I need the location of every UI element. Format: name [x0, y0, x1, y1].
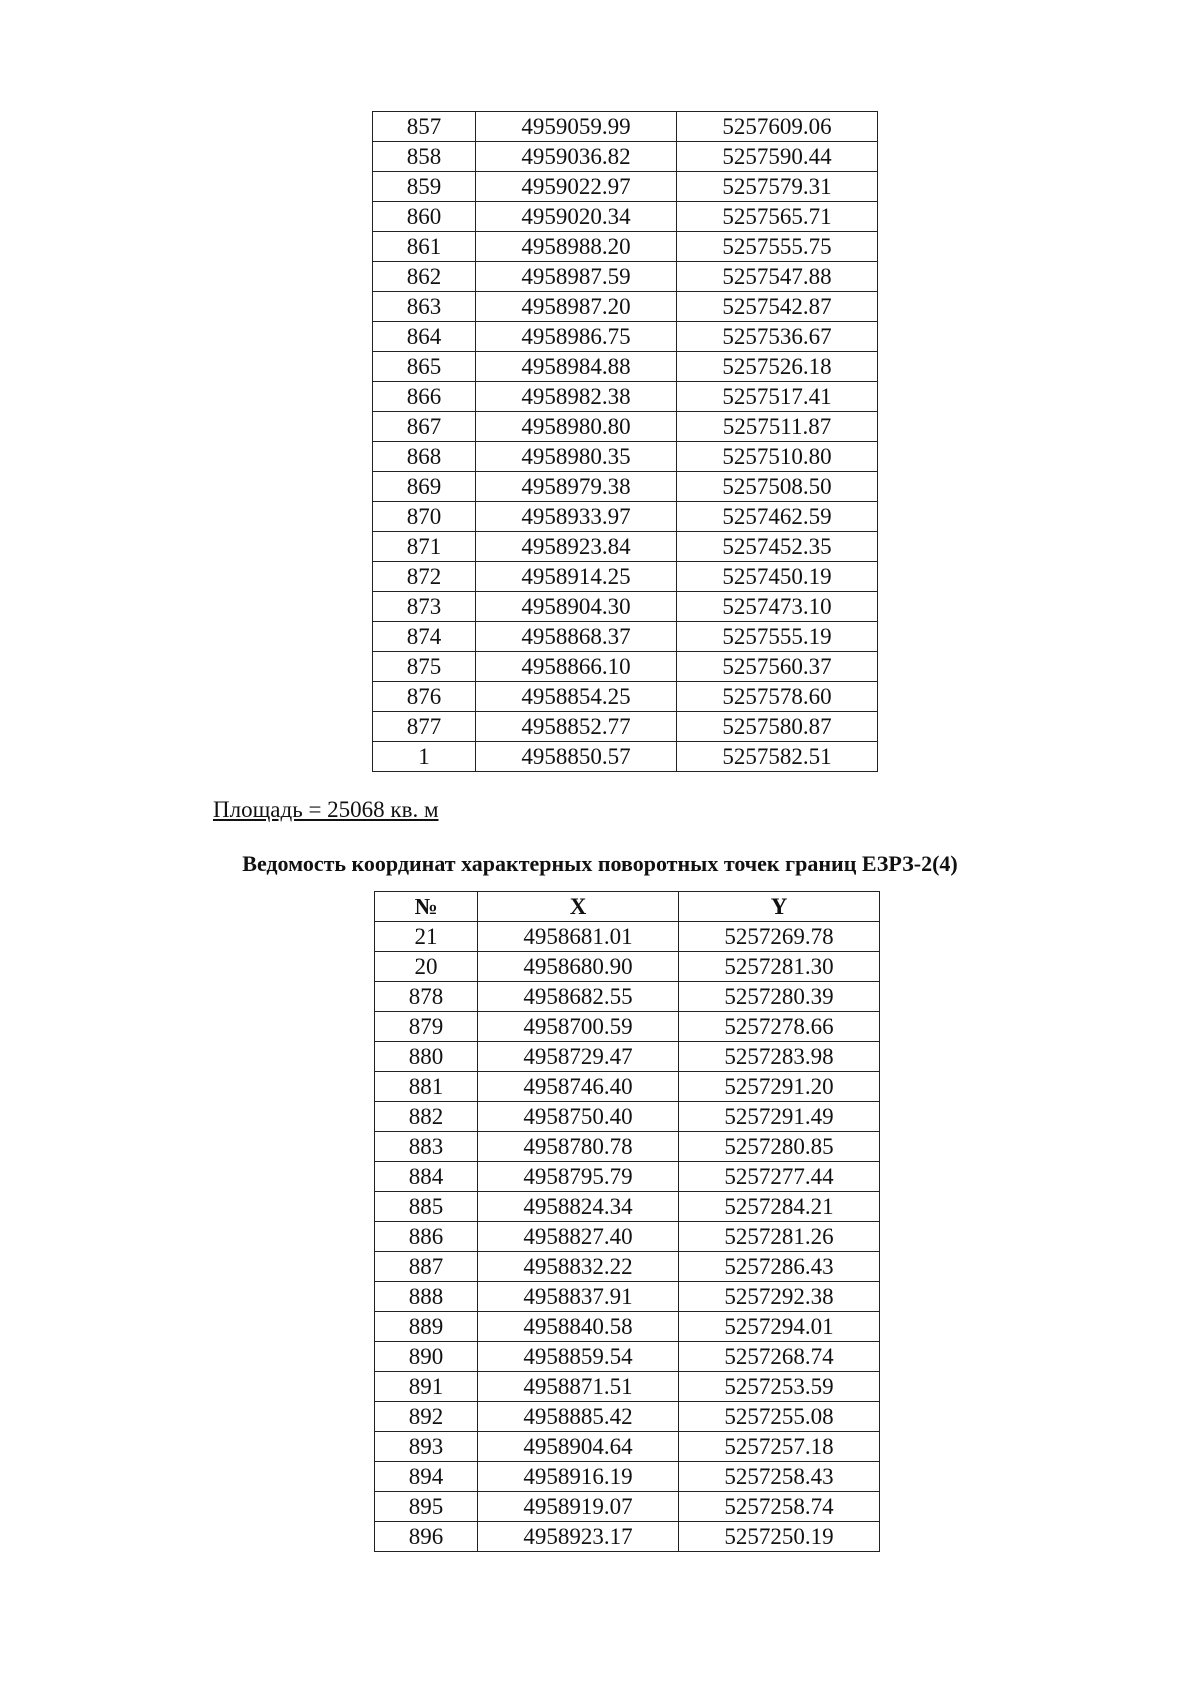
- x-coordinate-cell: 4958729.47: [478, 1042, 679, 1072]
- x-coordinate-cell: 4958866.10: [476, 652, 677, 682]
- x-coordinate-cell: 4959036.82: [476, 142, 677, 172]
- column-header-y: Y: [679, 892, 880, 922]
- table-row: [375, 1342, 880, 1372]
- y-coordinate-cell: 5257565.71: [677, 202, 878, 232]
- table-row: [375, 1312, 880, 1342]
- table-row: [375, 922, 880, 952]
- table-row: [375, 1462, 880, 1492]
- y-coordinate-cell: 5257555.19: [677, 622, 878, 652]
- y-coordinate-cell: 5257473.10: [677, 592, 878, 622]
- y-coordinate-cell: 5257258.43: [679, 1462, 880, 1492]
- y-coordinate-cell: 5257269.78: [679, 922, 880, 952]
- y-coordinate-cell: 5257281.26: [679, 1222, 880, 1252]
- y-coordinate-cell: 5257462.59: [677, 502, 878, 532]
- table-row: [373, 322, 878, 352]
- x-coordinate-cell: 4958980.35: [476, 442, 677, 472]
- x-coordinate-cell: 4958680.90: [478, 952, 679, 982]
- table-row: [375, 1492, 880, 1522]
- table-row: [373, 262, 878, 292]
- y-coordinate-cell: 5257268.74: [679, 1342, 880, 1372]
- x-coordinate-cell: 4958933.97: [476, 502, 677, 532]
- y-coordinate-cell: 5257278.66: [679, 1012, 880, 1042]
- x-coordinate-cell: 4958904.30: [476, 592, 677, 622]
- x-coordinate-cell: 4958780.78: [478, 1132, 679, 1162]
- table-row: [373, 442, 878, 472]
- table-row: [373, 712, 878, 742]
- y-coordinate-cell: 5257283.98: [679, 1042, 880, 1072]
- point-number-cell: 865: [373, 352, 476, 382]
- table-row: [373, 472, 878, 502]
- x-coordinate-cell: 4958832.22: [478, 1252, 679, 1282]
- point-number-cell: 859: [373, 172, 476, 202]
- x-coordinate-cell: 4958980.80: [476, 412, 677, 442]
- point-number-cell: 886: [375, 1222, 478, 1252]
- y-coordinate-cell: 5257547.88: [677, 262, 878, 292]
- y-coordinate-cell: 5257536.67: [677, 322, 878, 352]
- table-row: [373, 382, 878, 412]
- x-coordinate-cell: 4958681.01: [478, 922, 679, 952]
- point-number-cell: 867: [373, 412, 476, 442]
- point-number-cell: 868: [373, 442, 476, 472]
- x-coordinate-cell: 4958923.17: [478, 1522, 679, 1552]
- table-row: [375, 1222, 880, 1252]
- y-coordinate-cell: 5257578.60: [677, 682, 878, 712]
- x-coordinate-cell: 4958750.40: [478, 1102, 679, 1132]
- table-row: [373, 232, 878, 262]
- y-coordinate-cell: 5257555.75: [677, 232, 878, 262]
- y-coordinate-cell: 5257510.80: [677, 442, 878, 472]
- y-coordinate-cell: 5257253.59: [679, 1372, 880, 1402]
- y-coordinate-cell: 5257508.50: [677, 472, 878, 502]
- point-number-cell: 20: [375, 952, 478, 982]
- y-coordinate-cell: 5257294.01: [679, 1312, 880, 1342]
- x-coordinate-cell: 4958871.51: [478, 1372, 679, 1402]
- table-row: [375, 1072, 880, 1102]
- y-coordinate-cell: 5257582.51: [677, 742, 878, 772]
- table2-body: [375, 922, 880, 1552]
- table-row: [375, 1162, 880, 1192]
- x-coordinate-cell: 4959059.99: [476, 112, 677, 142]
- point-number-cell: 888: [375, 1282, 478, 1312]
- y-coordinate-cell: 5257450.19: [677, 562, 878, 592]
- x-coordinate-cell: 4958868.37: [476, 622, 677, 652]
- y-coordinate-cell: 5257250.19: [679, 1522, 880, 1552]
- table1-body: [373, 112, 878, 772]
- y-coordinate-cell: 5257281.30: [679, 952, 880, 982]
- x-coordinate-cell: 4958854.25: [476, 682, 677, 712]
- point-number-cell: 877: [373, 712, 476, 742]
- coordinates-table-ezrz-2-4: [374, 891, 880, 1552]
- y-coordinate-cell: 5257542.87: [677, 292, 878, 322]
- x-coordinate-cell: 4958984.88: [476, 352, 677, 382]
- y-coordinate-cell: 5257280.85: [679, 1132, 880, 1162]
- point-number-cell: 878: [375, 982, 478, 1012]
- point-number-cell: 876: [373, 682, 476, 712]
- y-coordinate-cell: 5257452.35: [677, 532, 878, 562]
- x-coordinate-cell: 4958824.34: [478, 1192, 679, 1222]
- table-row: [375, 1042, 880, 1072]
- y-coordinate-cell: 5257284.21: [679, 1192, 880, 1222]
- x-coordinate-cell: 4958914.25: [476, 562, 677, 592]
- point-number-cell: 21: [375, 922, 478, 952]
- x-coordinate-cell: 4958916.19: [478, 1462, 679, 1492]
- x-coordinate-cell: 4958923.84: [476, 532, 677, 562]
- table2-header: [375, 892, 880, 922]
- x-coordinate-cell: 4958850.57: [476, 742, 677, 772]
- y-coordinate-cell: 5257286.43: [679, 1252, 880, 1282]
- table-row: [375, 1102, 880, 1132]
- table-row: [373, 352, 878, 382]
- table-row: [373, 172, 878, 202]
- point-number-cell: 1: [373, 742, 476, 772]
- column-header-x: X: [478, 892, 679, 922]
- y-coordinate-cell: 5257255.08: [679, 1402, 880, 1432]
- x-coordinate-cell: 4958852.77: [476, 712, 677, 742]
- point-number-cell: 873: [373, 592, 476, 622]
- table-row: [375, 1282, 880, 1312]
- x-coordinate-cell: 4959020.34: [476, 202, 677, 232]
- x-coordinate-cell: 4958986.75: [476, 322, 677, 352]
- point-number-cell: 862: [373, 262, 476, 292]
- point-number-cell: 894: [375, 1462, 478, 1492]
- table-row: [373, 202, 878, 232]
- y-coordinate-cell: 5257292.38: [679, 1282, 880, 1312]
- y-coordinate-cell: 5257560.37: [677, 652, 878, 682]
- coordinates-table-continued: [372, 111, 878, 772]
- table-row: [373, 592, 878, 622]
- x-coordinate-cell: 4958859.54: [478, 1342, 679, 1372]
- y-coordinate-cell: 5257511.87: [677, 412, 878, 442]
- point-number-cell: 869: [373, 472, 476, 502]
- point-number-cell: 858: [373, 142, 476, 172]
- header-row: [375, 892, 880, 922]
- table-row: [375, 1192, 880, 1222]
- table-row: [373, 742, 878, 772]
- x-coordinate-cell: 4958919.07: [478, 1492, 679, 1522]
- x-coordinate-cell: 4958979.38: [476, 472, 677, 502]
- x-coordinate-cell: 4958987.20: [476, 292, 677, 322]
- table-row: [373, 502, 878, 532]
- section-title: Ведомость координат характерных поворотных точек границ ЕЗРЗ-2(4): [242, 851, 958, 876]
- table-row: [373, 682, 878, 712]
- point-number-cell: 883: [375, 1132, 478, 1162]
- point-number-cell: 864: [373, 322, 476, 352]
- x-coordinate-cell: 4958837.91: [478, 1282, 679, 1312]
- area-note: Площадь = 25068 кв. м: [213, 797, 439, 822]
- point-number-cell: 890: [375, 1342, 478, 1372]
- y-coordinate-cell: 5257609.06: [677, 112, 878, 142]
- point-number-cell: 887: [375, 1252, 478, 1282]
- x-coordinate-cell: 4958840.58: [478, 1312, 679, 1342]
- point-number-cell: 891: [375, 1372, 478, 1402]
- table-row: [373, 562, 878, 592]
- point-number-cell: 861: [373, 232, 476, 262]
- point-number-cell: 872: [373, 562, 476, 592]
- table-row: [373, 652, 878, 682]
- table-row: [375, 952, 880, 982]
- point-number-cell: 866: [373, 382, 476, 412]
- y-coordinate-cell: 5257291.20: [679, 1072, 880, 1102]
- x-coordinate-cell: 4958827.40: [478, 1222, 679, 1252]
- point-number-cell: 863: [373, 292, 476, 322]
- table-row: [373, 292, 878, 322]
- point-number-cell: 889: [375, 1312, 478, 1342]
- point-number-cell: 879: [375, 1012, 478, 1042]
- table-row: [373, 412, 878, 442]
- point-number-cell: 880: [375, 1042, 478, 1072]
- table-row: [375, 1012, 880, 1042]
- x-coordinate-cell: 4958746.40: [478, 1072, 679, 1102]
- x-coordinate-cell: 4958885.42: [478, 1402, 679, 1432]
- table-row: [375, 1522, 880, 1552]
- point-number-cell: 874: [373, 622, 476, 652]
- point-number-cell: 871: [373, 532, 476, 562]
- table-row: [375, 1372, 880, 1402]
- y-coordinate-cell: 5257526.18: [677, 352, 878, 382]
- point-number-cell: 860: [373, 202, 476, 232]
- y-coordinate-cell: 5257277.44: [679, 1162, 880, 1192]
- x-coordinate-cell: 4958982.38: [476, 382, 677, 412]
- point-number-cell: 885: [375, 1192, 478, 1222]
- x-coordinate-cell: 4958700.59: [478, 1012, 679, 1042]
- point-number-cell: 870: [373, 502, 476, 532]
- column-header-number: №: [375, 892, 478, 922]
- table-row: [375, 982, 880, 1012]
- y-coordinate-cell: 5257579.31: [677, 172, 878, 202]
- y-coordinate-cell: 5257590.44: [677, 142, 878, 172]
- x-coordinate-cell: 4958795.79: [478, 1162, 679, 1192]
- y-coordinate-cell: 5257257.18: [679, 1432, 880, 1462]
- x-coordinate-cell: 4958988.20: [476, 232, 677, 262]
- table-row: [373, 532, 878, 562]
- table-row: [375, 1432, 880, 1462]
- y-coordinate-cell: 5257291.49: [679, 1102, 880, 1132]
- x-coordinate-cell: 4958987.59: [476, 262, 677, 292]
- point-number-cell: 895: [375, 1492, 478, 1522]
- table-row: [375, 1132, 880, 1162]
- point-number-cell: 893: [375, 1432, 478, 1462]
- y-coordinate-cell: 5257580.87: [677, 712, 878, 742]
- x-coordinate-cell: 4958682.55: [478, 982, 679, 1012]
- point-number-cell: 884: [375, 1162, 478, 1192]
- point-number-cell: 892: [375, 1402, 478, 1432]
- point-number-cell: 875: [373, 652, 476, 682]
- x-coordinate-cell: 4959022.97: [476, 172, 677, 202]
- table-row: [375, 1252, 880, 1282]
- y-coordinate-cell: 5257517.41: [677, 382, 878, 412]
- point-number-cell: 881: [375, 1072, 478, 1102]
- x-coordinate-cell: 4958904.64: [478, 1432, 679, 1462]
- table-row: [373, 112, 878, 142]
- point-number-cell: 896: [375, 1522, 478, 1552]
- y-coordinate-cell: 5257258.74: [679, 1492, 880, 1522]
- y-coordinate-cell: 5257280.39: [679, 982, 880, 1012]
- table-row: [373, 142, 878, 172]
- table-row: [373, 622, 878, 652]
- point-number-cell: 882: [375, 1102, 478, 1132]
- table-row: [375, 1402, 880, 1432]
- point-number-cell: 857: [373, 112, 476, 142]
